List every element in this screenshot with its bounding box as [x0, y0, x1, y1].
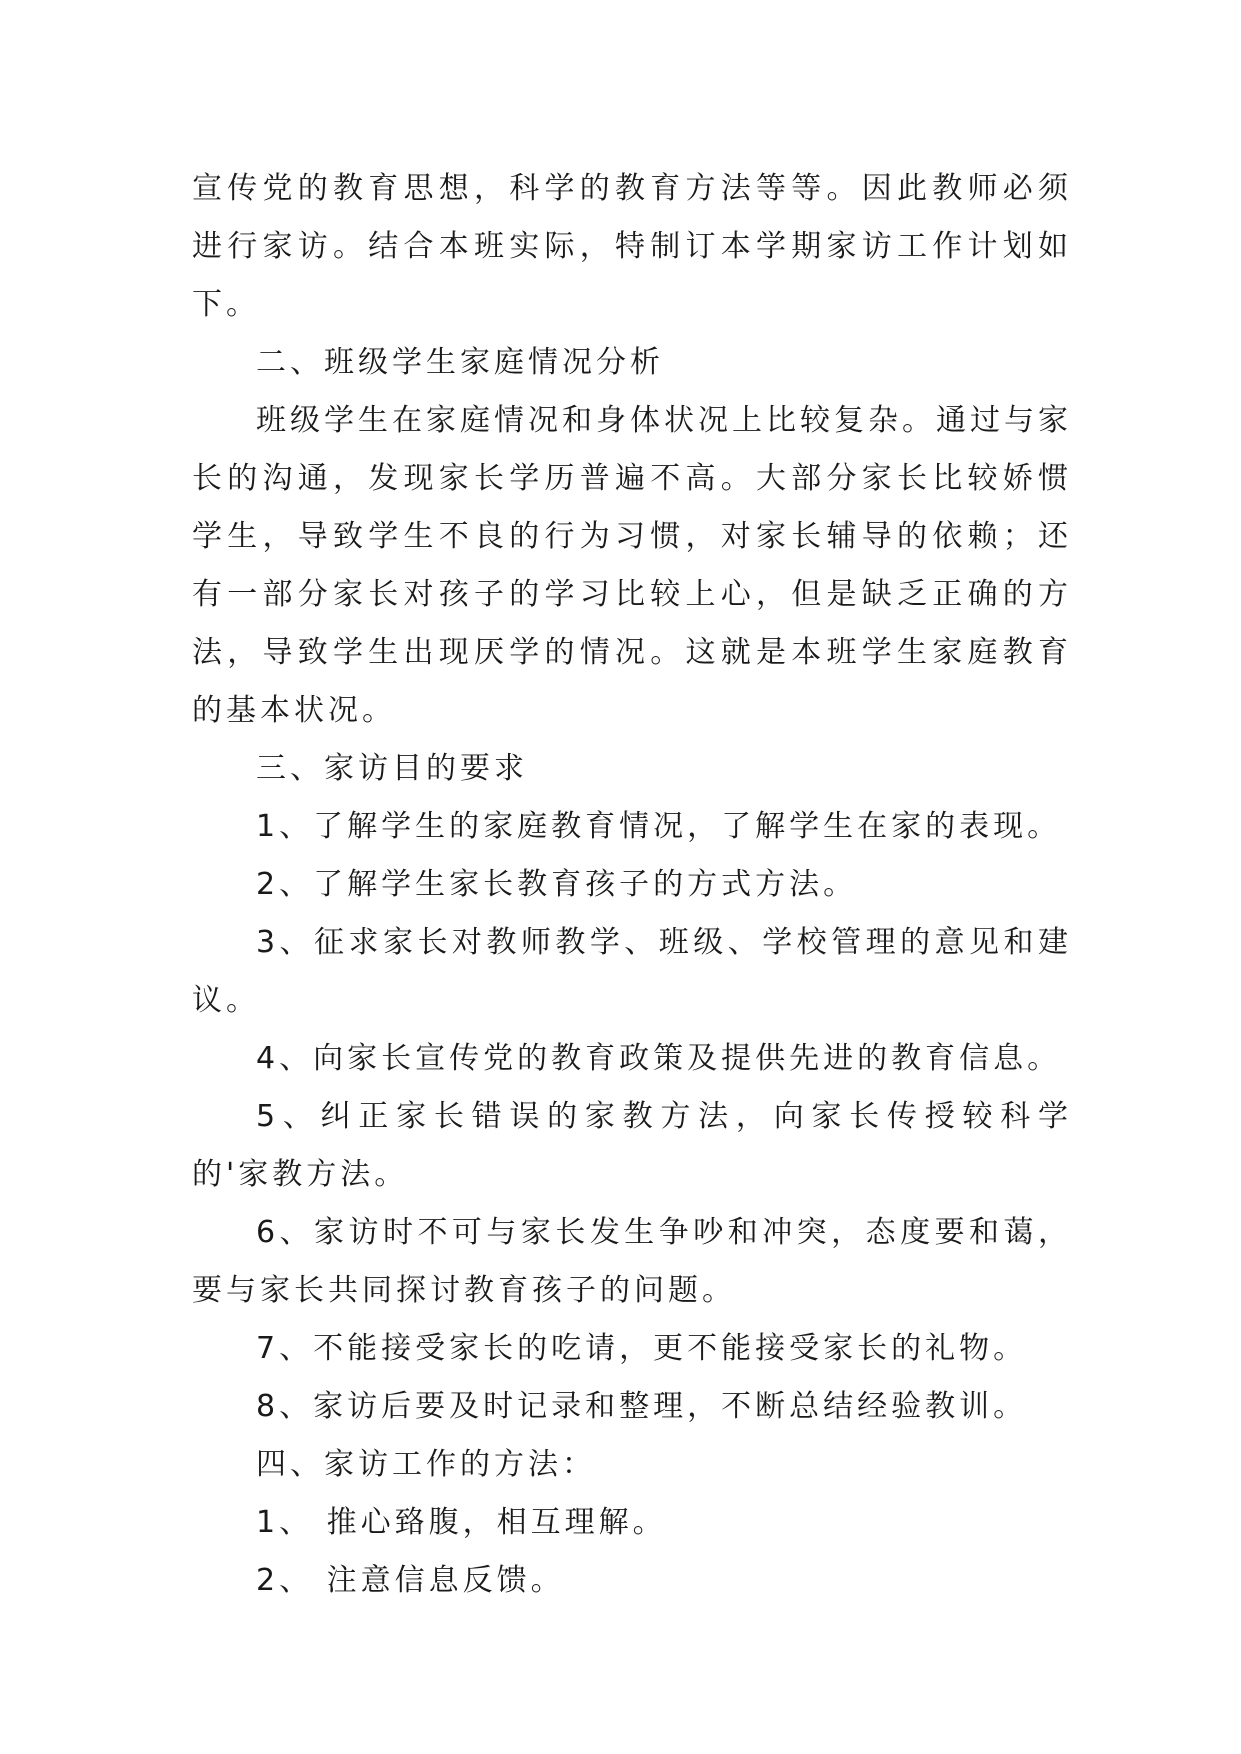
paragraph: 班级学生在家庭情况和身体状况上比较复杂。通过与家长的沟通，发现家长学历普遍不高。大部分家长比较娇惯学生，导致学生不良的行为习惯，对家长辅导的依赖；还有一部分家长对孩子的学习比较上心，但是缺乏正确的方法，导致学生出现厌学的情况。这就是本班学生家庭教育的基本状况。	[192, 403, 1072, 728]
list-item: 2、 注意信息反馈。	[256, 1563, 565, 1598]
list-item: 2、了解学生家长教育孩子的方式方法。	[256, 867, 858, 902]
section-heading-visit-methods: 四、家访工作的方法：	[256, 1447, 596, 1482]
paragraph: 宣传党的教育思想，科学的教育方法等等。因此教师必须进行家访。结合本班实际，特制订本学期家访工作计划如下。	[192, 171, 1072, 322]
list-item: 1、 推心臵腹，相互理解。	[256, 1505, 667, 1540]
section-heading-family-analysis: 二、班级学生家庭情况分析	[256, 345, 664, 380]
list-item: 5、纠正家长错误的家教方法，向家长传授较科学的'家教方法。	[192, 1099, 1072, 1192]
document-body	[192, 160, 1072, 1610]
list-item: 8、家访后要及时记录和整理，不断总结经验教训。	[256, 1389, 1028, 1424]
list-item: 7、不能接受家长的吃请，更不能接受家长的礼物。	[256, 1331, 1028, 1366]
list-item: 1、了解学生的家庭教育情况，了解学生在家的表现。	[256, 809, 1062, 844]
list-item: 3、征求家长对教师教学、班级、学校管理的意见和建议。	[192, 925, 1072, 1018]
list-item: 6、家访时不可与家长发生争吵和冲突，态度要和蔼，要与家长共同探讨教育孩子的问题。	[192, 1215, 1072, 1308]
section-heading-visit-goals: 三、家访目的要求	[256, 751, 528, 786]
list-item: 4、向家长宣传党的教育政策及提供先进的教育信息。	[256, 1041, 1062, 1076]
